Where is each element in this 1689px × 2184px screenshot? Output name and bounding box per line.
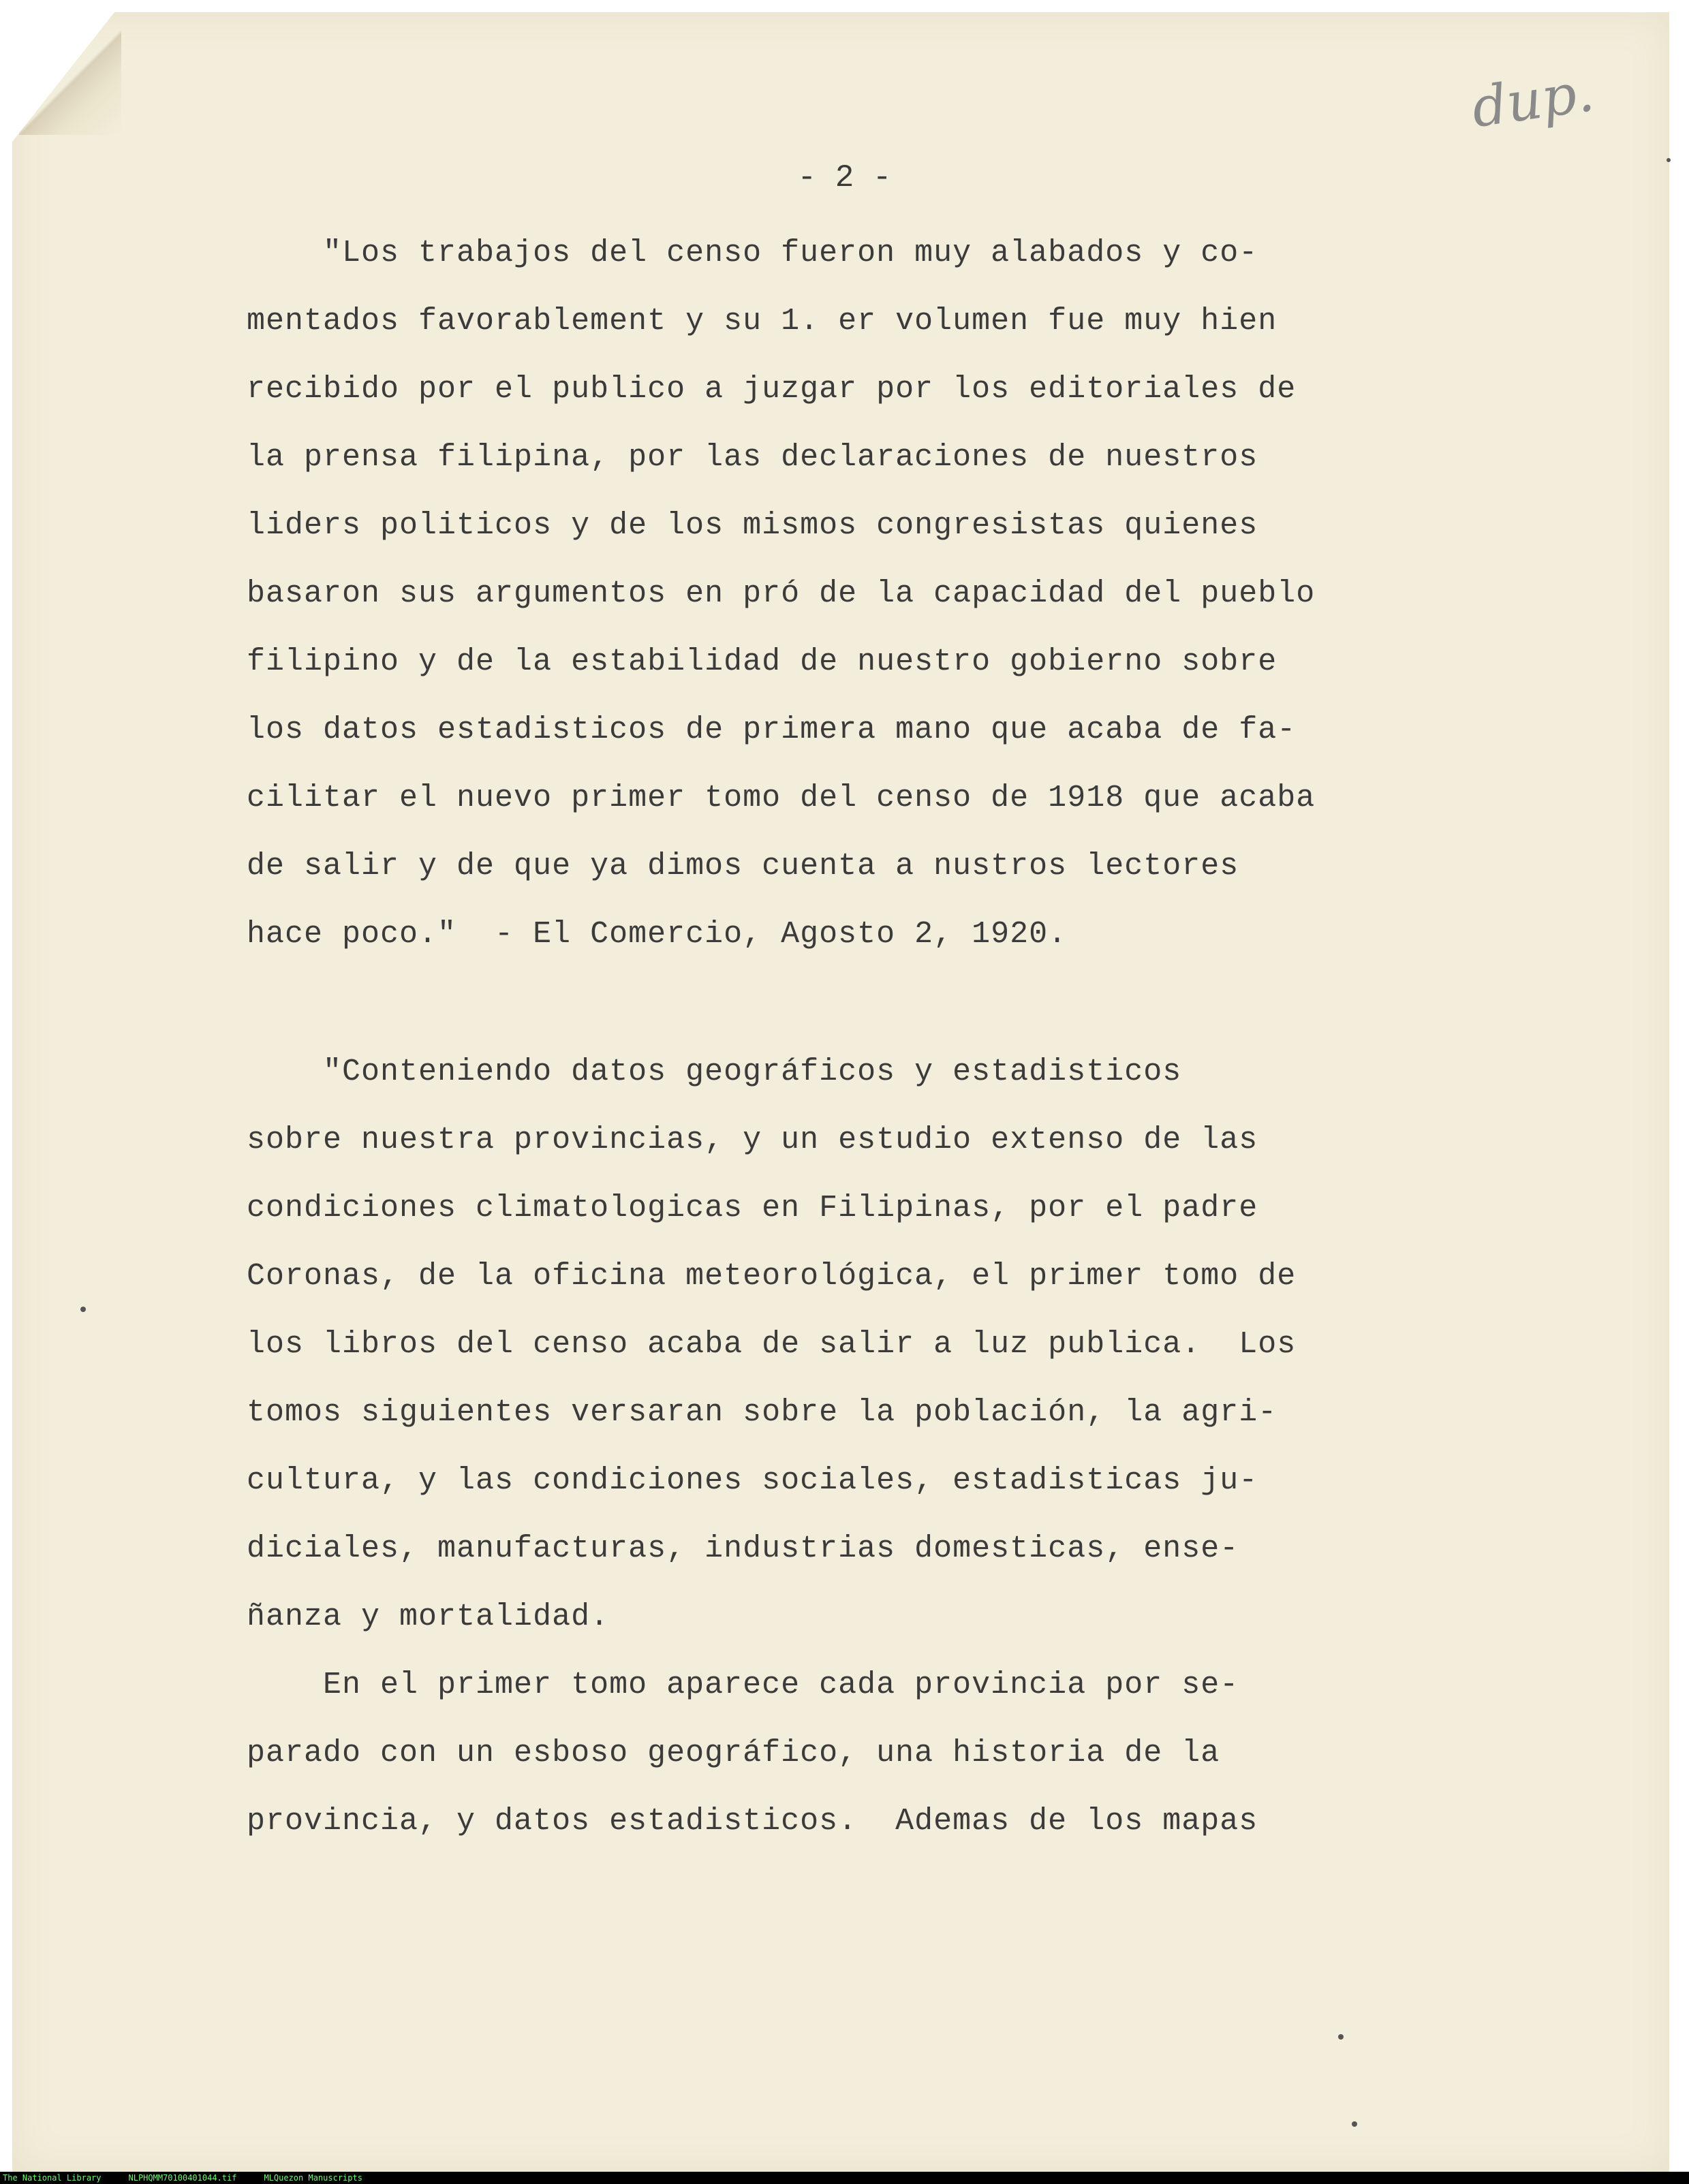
paragraph-3 — [247, 1651, 1459, 1856]
footer-collection: MLQuezon Manuscripts — [264, 2173, 362, 2183]
footer-file: NLPHQMM70100401044.tif — [128, 2173, 237, 2183]
text-line: basaron sus argumentos en pró de la capacidad del pueblo — [247, 576, 1316, 611]
paragraph-1 — [247, 219, 1459, 969]
text-line: hace poco." - El Comercio, Agosto 2, 1920. — [247, 917, 1068, 952]
text-line: recibido por el publico a juzgar por los editoriales de — [247, 372, 1297, 407]
text-line: la prensa filipina, por las declaraciones de nuestros — [247, 440, 1258, 475]
text-line: filipino y de la estabilidad de nuestro gobierno sobre — [247, 644, 1277, 679]
text-line: cultura, y las condiciones sociales, estadisticas ju- — [247, 1463, 1258, 1498]
text-line: Coronas, de la oficina meteorológica, el primer tomo de — [247, 1259, 1297, 1294]
ink-speck — [1667, 158, 1671, 162]
text-line: los datos estadisticos de primera mano que acaba de fa- — [247, 713, 1297, 747]
text-line: parado con un esboso geográfico, una historia de la — [247, 1736, 1220, 1770]
text-line: diciales, manufacturas, industrias domesticas, ense- — [247, 1531, 1239, 1566]
text-line: "Conteniendo datos geográficos y estadisticos — [247, 1055, 1182, 1089]
handwritten-annotation: dup. — [1468, 59, 1598, 140]
text-line: "Los trabajos del censo fueron muy alabados y co- — [247, 236, 1258, 270]
page-number: - 2 - — [797, 160, 892, 196]
text-line: ñanza y mortalidad. — [247, 1600, 610, 1634]
folded-corner-shadow — [19, 26, 121, 135]
paragraph-2 — [247, 1038, 1459, 1651]
text-line: liders politicos y de los mismos congresistas quienes — [247, 508, 1258, 543]
text-line: sobre nuestra provincias, y un estudio extenso de las — [247, 1123, 1258, 1157]
text-line: mentados favorablement y su 1. er volumen fue muy hien — [247, 304, 1277, 339]
text-line: condiciones climatologicas en Filipinas, por el padre — [247, 1191, 1258, 1226]
text-line: provincia, y datos estadisticos. Ademas de los mapas — [247, 1804, 1258, 1839]
ink-speck — [80, 1307, 86, 1312]
footer-library: The National Library — [3, 2173, 102, 2183]
text-line: los libros del censo acaba de salir a luz publica. Los — [247, 1327, 1297, 1362]
text-line: tomos siguientes versaran sobre la población, la agri- — [247, 1395, 1277, 1430]
text-line: En el primer tomo aparece cada provincia por se- — [247, 1668, 1239, 1702]
ink-speck — [1338, 2034, 1344, 2040]
text-line: de salir y de que ya dimos cuenta a nustros lectores — [247, 849, 1239, 884]
text-line: cilitar el nuevo primer tomo del censo de 1918 que acaba — [247, 781, 1316, 815]
scan-footer — [0, 2172, 1689, 2184]
ink-speck — [1352, 2121, 1357, 2127]
